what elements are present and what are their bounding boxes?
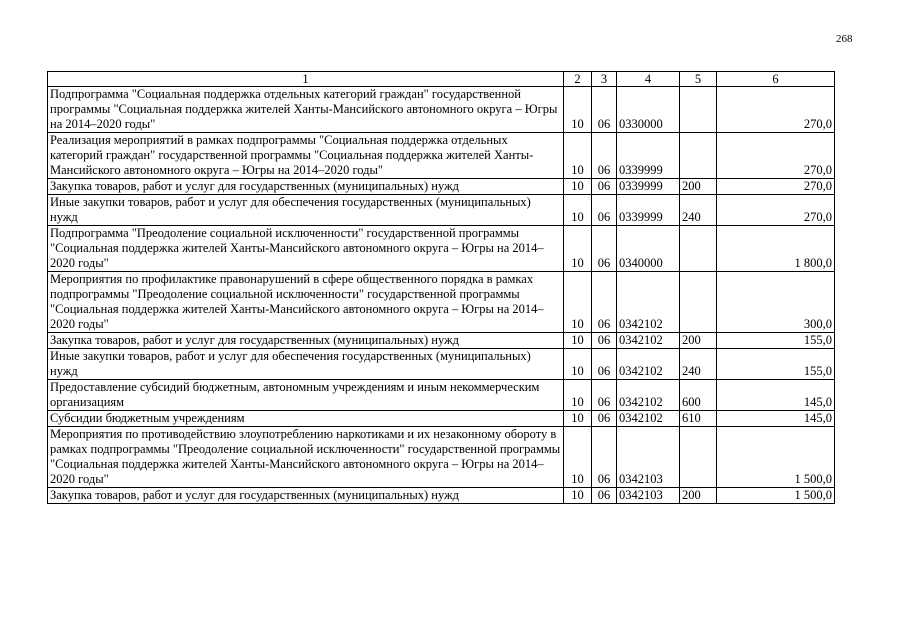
description-cell: Закупка товаров, работ и услуг для государственных (муниципальных) нужд bbox=[48, 333, 564, 349]
subsection-cell: 06 bbox=[592, 349, 617, 380]
amount-cell: 270,0 bbox=[717, 195, 835, 226]
target-article-cell: 0342103 bbox=[617, 488, 680, 504]
expense-type-cell bbox=[680, 427, 717, 488]
amount-cell: 270,0 bbox=[717, 87, 835, 133]
amount-cell: 155,0 bbox=[717, 333, 835, 349]
expense-type-cell: 200 bbox=[680, 333, 717, 349]
expense-type-cell: 240 bbox=[680, 195, 717, 226]
amount-cell: 1 800,0 bbox=[717, 226, 835, 272]
section-cell: 10 bbox=[564, 87, 592, 133]
expense-type-cell: 200 bbox=[680, 179, 717, 195]
target-article-cell: 0342103 bbox=[617, 427, 680, 488]
section-cell: 10 bbox=[564, 333, 592, 349]
section-cell: 10 bbox=[564, 226, 592, 272]
table-header-row bbox=[48, 72, 835, 87]
target-article-cell: 0342102 bbox=[617, 333, 680, 349]
description-cell: Мероприятия по противодействию злоупотреблению наркотиками и их незаконному обороту в рамках подпрограммы "Преодоление социальной исключенности" государственной программы "Социальная поддержка жителей Ханты-Мансийского автономного округа – Югры на 2014–2020 годы" bbox=[48, 427, 564, 488]
expense-type-cell bbox=[680, 133, 717, 179]
target-article-cell: 0342102 bbox=[617, 349, 680, 380]
subsection-cell: 06 bbox=[592, 272, 617, 333]
section-cell: 10 bbox=[564, 427, 592, 488]
column-header: 5 bbox=[680, 72, 717, 87]
table-row bbox=[48, 380, 835, 411]
amount-cell: 300,0 bbox=[717, 272, 835, 333]
amount-cell: 145,0 bbox=[717, 411, 835, 427]
column-header: 2 bbox=[564, 72, 592, 87]
section-cell: 10 bbox=[564, 488, 592, 504]
amount-cell: 145,0 bbox=[717, 380, 835, 411]
table-row bbox=[48, 195, 835, 226]
subsection-cell: 06 bbox=[592, 226, 617, 272]
expense-type-cell bbox=[680, 272, 717, 333]
description-cell: Закупка товаров, работ и услуг для государственных (муниципальных) нужд bbox=[48, 179, 564, 195]
table-row bbox=[48, 226, 835, 272]
table-row bbox=[48, 349, 835, 380]
table-row bbox=[48, 488, 835, 504]
table-row bbox=[48, 133, 835, 179]
expense-type-cell: 610 bbox=[680, 411, 717, 427]
amount-cell: 270,0 bbox=[717, 133, 835, 179]
column-header: 1 bbox=[48, 72, 564, 87]
description-cell: Подпрограмма "Преодоление социальной исключенности" государственной программы "Социальная поддержка жителей Ханты-Мансийского автономного округа – Югры на 2014–2020 годы" bbox=[48, 226, 564, 272]
subsection-cell: 06 bbox=[592, 333, 617, 349]
amount-cell: 155,0 bbox=[717, 349, 835, 380]
expense-type-cell bbox=[680, 87, 717, 133]
subsection-cell: 06 bbox=[592, 488, 617, 504]
expense-type-cell: 200 bbox=[680, 488, 717, 504]
table-row bbox=[48, 87, 835, 133]
section-cell: 10 bbox=[564, 349, 592, 380]
expense-type-cell bbox=[680, 226, 717, 272]
target-article-cell: 0342102 bbox=[617, 411, 680, 427]
subsection-cell: 06 bbox=[592, 411, 617, 427]
subsection-cell: 06 bbox=[592, 179, 617, 195]
section-cell: 10 bbox=[564, 380, 592, 411]
subsection-cell: 06 bbox=[592, 380, 617, 411]
section-cell: 10 bbox=[564, 133, 592, 179]
target-article-cell: 0339999 bbox=[617, 133, 680, 179]
section-cell: 10 bbox=[564, 179, 592, 195]
budget-table bbox=[47, 71, 835, 504]
target-article-cell: 0339999 bbox=[617, 195, 680, 226]
table-row bbox=[48, 179, 835, 195]
subsection-cell: 06 bbox=[592, 87, 617, 133]
description-cell: Подпрограмма "Социальная поддержка отдельных категорий граждан" государственной программы "Социальная поддержка жителей Ханты-Мансийского автономного округа – Югры на 2014–2020 годы" bbox=[48, 87, 564, 133]
column-header: 6 bbox=[717, 72, 835, 87]
target-article-cell: 0340000 bbox=[617, 226, 680, 272]
page-number: 268 bbox=[836, 33, 853, 45]
description-cell: Реализация мероприятий в рамках подпрограммы "Социальная поддержка отдельных категорий граждан" государственной программы "Социальная поддержка жителей Ханты-Мансийского автономного округа – Югры на 2014–2020 годы" bbox=[48, 133, 564, 179]
target-article-cell: 0342102 bbox=[617, 272, 680, 333]
description-cell: Иные закупки товаров, работ и услуг для обеспечения государственных (муниципальных) нужд bbox=[48, 195, 564, 226]
description-cell: Закупка товаров, работ и услуг для государственных (муниципальных) нужд bbox=[48, 488, 564, 504]
amount-cell: 1 500,0 bbox=[717, 427, 835, 488]
subsection-cell: 06 bbox=[592, 195, 617, 226]
subsection-cell: 06 bbox=[592, 133, 617, 179]
expense-type-cell: 240 bbox=[680, 349, 717, 380]
section-cell: 10 bbox=[564, 195, 592, 226]
amount-cell: 270,0 bbox=[717, 179, 835, 195]
expense-type-cell: 600 bbox=[680, 380, 717, 411]
description-cell: Предоставление субсидий бюджетным, автономным учреждениям и иным некоммерческим организациям bbox=[48, 380, 564, 411]
subsection-cell: 06 bbox=[592, 427, 617, 488]
section-cell: 10 bbox=[564, 411, 592, 427]
table-row bbox=[48, 272, 835, 333]
column-header: 4 bbox=[617, 72, 680, 87]
section-cell: 10 bbox=[564, 272, 592, 333]
table-row bbox=[48, 427, 835, 488]
target-article-cell: 0339999 bbox=[617, 179, 680, 195]
table-row bbox=[48, 411, 835, 427]
target-article-cell: 0330000 bbox=[617, 87, 680, 133]
amount-cell: 1 500,0 bbox=[717, 488, 835, 504]
description-cell: Иные закупки товаров, работ и услуг для обеспечения государственных (муниципальных) нужд bbox=[48, 349, 564, 380]
description-cell: Субсидии бюджетным учреждениям bbox=[48, 411, 564, 427]
description-cell: Мероприятия по профилактике правонарушений в сфере общественного порядка в рамках подпрограммы "Преодоление социальной исключенности" государственной программы "Социальная поддержка жителей Ханты-Мансийского автономного округа – Югры на 2014–2020 годы" bbox=[48, 272, 564, 333]
table-row bbox=[48, 333, 835, 349]
column-header: 3 bbox=[592, 72, 617, 87]
target-article-cell: 0342102 bbox=[617, 380, 680, 411]
